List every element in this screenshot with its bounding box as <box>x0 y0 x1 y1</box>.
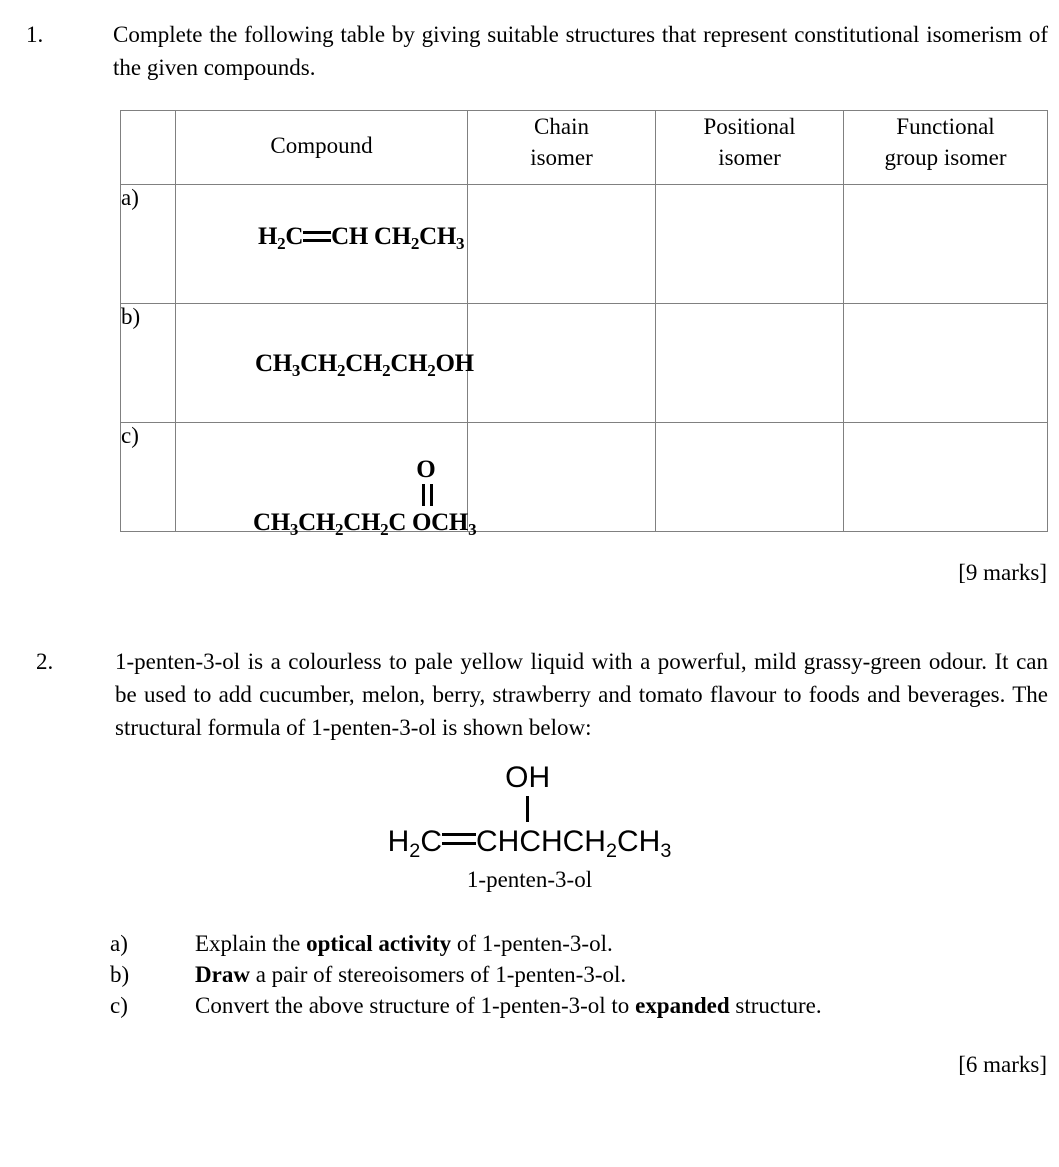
header-positional-isomer <box>656 111 844 185</box>
subquestion-b-text <box>195 959 1010 990</box>
functional-isomer-cell-a[interactable] <box>844 185 1048 304</box>
chain-isomer-cell-c[interactable] <box>468 423 656 532</box>
subquestion-b-bold: Draw <box>195 962 250 987</box>
header-functional-group-isomer <box>844 111 1048 185</box>
subquestion-a-text <box>195 928 1010 959</box>
header-functional-line2: group isomer <box>884 145 1007 170</box>
chain-isomer-cell-b[interactable] <box>468 304 656 423</box>
single-bond-icon <box>526 796 529 822</box>
structure-diagram <box>0 761 1059 862</box>
subquestion-a-post: of 1-penten-3-ol. <box>451 931 613 956</box>
carbonyl-double-bond-icon <box>411 484 441 506</box>
positional-isomer-cell-c[interactable] <box>656 423 844 532</box>
question-1-number: 1. <box>26 22 44 47</box>
isomer-table <box>120 110 1048 539</box>
compound-cell-b <box>176 304 474 423</box>
subquestion-c <box>110 990 1010 1021</box>
subquestion-c-text <box>195 990 1010 1021</box>
question-1-text: Complete the following table by giving suitable structures that represent constitutional isomerism of the given compounds. <box>113 22 1048 80</box>
subquestion-b-post: a pair of stereoisomers of 1-penten-3-ol. <box>249 962 627 987</box>
structure-inner <box>387 761 672 862</box>
header-positional-line2: isomer <box>718 145 781 170</box>
formula-b: $CH_3CH_2CH_2CH_2OH$ <box>255 350 474 380</box>
header-positional-line1: Positional <box>703 114 796 139</box>
subquestion-c-bold: expanded <box>635 993 730 1018</box>
formula-a: $H_2C$ CH $CH_2CH_3$ <box>258 223 465 253</box>
subquestion-b <box>110 959 1010 990</box>
question-2-number: 2. <box>36 649 54 674</box>
question-2-marks: [6 marks] <box>958 1052 1047 1077</box>
formula-c-chain: $CH_3CH_2CH_2C$ $OCH_3$ <box>253 509 477 539</box>
compound-cell-c <box>176 423 477 539</box>
question-2-block <box>36 645 1048 744</box>
subquestion-a-bold: optical activity <box>306 931 452 956</box>
subquestion-a-label: a) <box>110 931 128 956</box>
structure-main-chain: $H_2C$ $CHCHCH_2CH_3$ <box>387 825 672 862</box>
header-chain-isomer <box>468 111 656 185</box>
header-compound: Compound <box>176 111 468 185</box>
subquestion-list <box>110 928 1010 1021</box>
functional-isomer-cell-c[interactable] <box>844 423 1048 532</box>
table-row <box>121 304 1048 423</box>
carbonyl-oxygen-label: O <box>416 456 436 483</box>
subquestion-c-pre: Convert the above structure of 1-penten-3-ol to <box>195 993 636 1018</box>
isomer-table-wrapper <box>120 110 1047 539</box>
structure-caption: 1-penten-3-ol <box>466 867 593 892</box>
row-label-b: b) <box>121 304 176 423</box>
header-functional-line1: Functional <box>896 114 995 139</box>
question-1-marks: [9 marks] <box>958 560 1047 585</box>
positional-isomer-cell-a[interactable] <box>656 185 844 304</box>
subquestion-b-label: b) <box>110 962 130 987</box>
header-chain-line1: Chain <box>534 114 589 139</box>
functional-isomer-cell-b[interactable] <box>844 304 1048 423</box>
subquestion-a-pre: Explain the <box>195 931 307 956</box>
carbonyl-group <box>411 457 441 506</box>
table-row <box>121 185 1048 304</box>
double-bond-icon <box>442 828 476 858</box>
table-row <box>121 423 1048 532</box>
compound-cell-a <box>176 185 468 304</box>
subquestion-a <box>110 928 1010 959</box>
subquestion-c-label: c) <box>110 993 128 1018</box>
header-chain-line2: isomer <box>530 145 593 170</box>
hydroxyl-label: OH <box>505 761 551 794</box>
positional-isomer-cell-b[interactable] <box>656 304 844 423</box>
question-2-text: 1-penten-3-ol is a colourless to pale yellow liquid with a powerful, mild grassy-green odour. It can be used to add cucumber, melon, berry, strawberry and tomato flavour to foods and beverages. The structural formula of 1-penten-3-ol is shown below: <box>115 649 1048 740</box>
chain-isomer-cell-a[interactable] <box>468 185 656 304</box>
subquestion-c-post: structure. <box>729 993 822 1018</box>
question-1-block <box>26 18 1048 84</box>
row-label-c: c) <box>121 423 176 532</box>
double-bond-icon <box>303 226 331 251</box>
table-header-row <box>121 111 1048 185</box>
header-blank-cell <box>121 111 176 185</box>
hydroxyl-group <box>505 762 551 822</box>
row-label-a: a) <box>121 185 176 304</box>
